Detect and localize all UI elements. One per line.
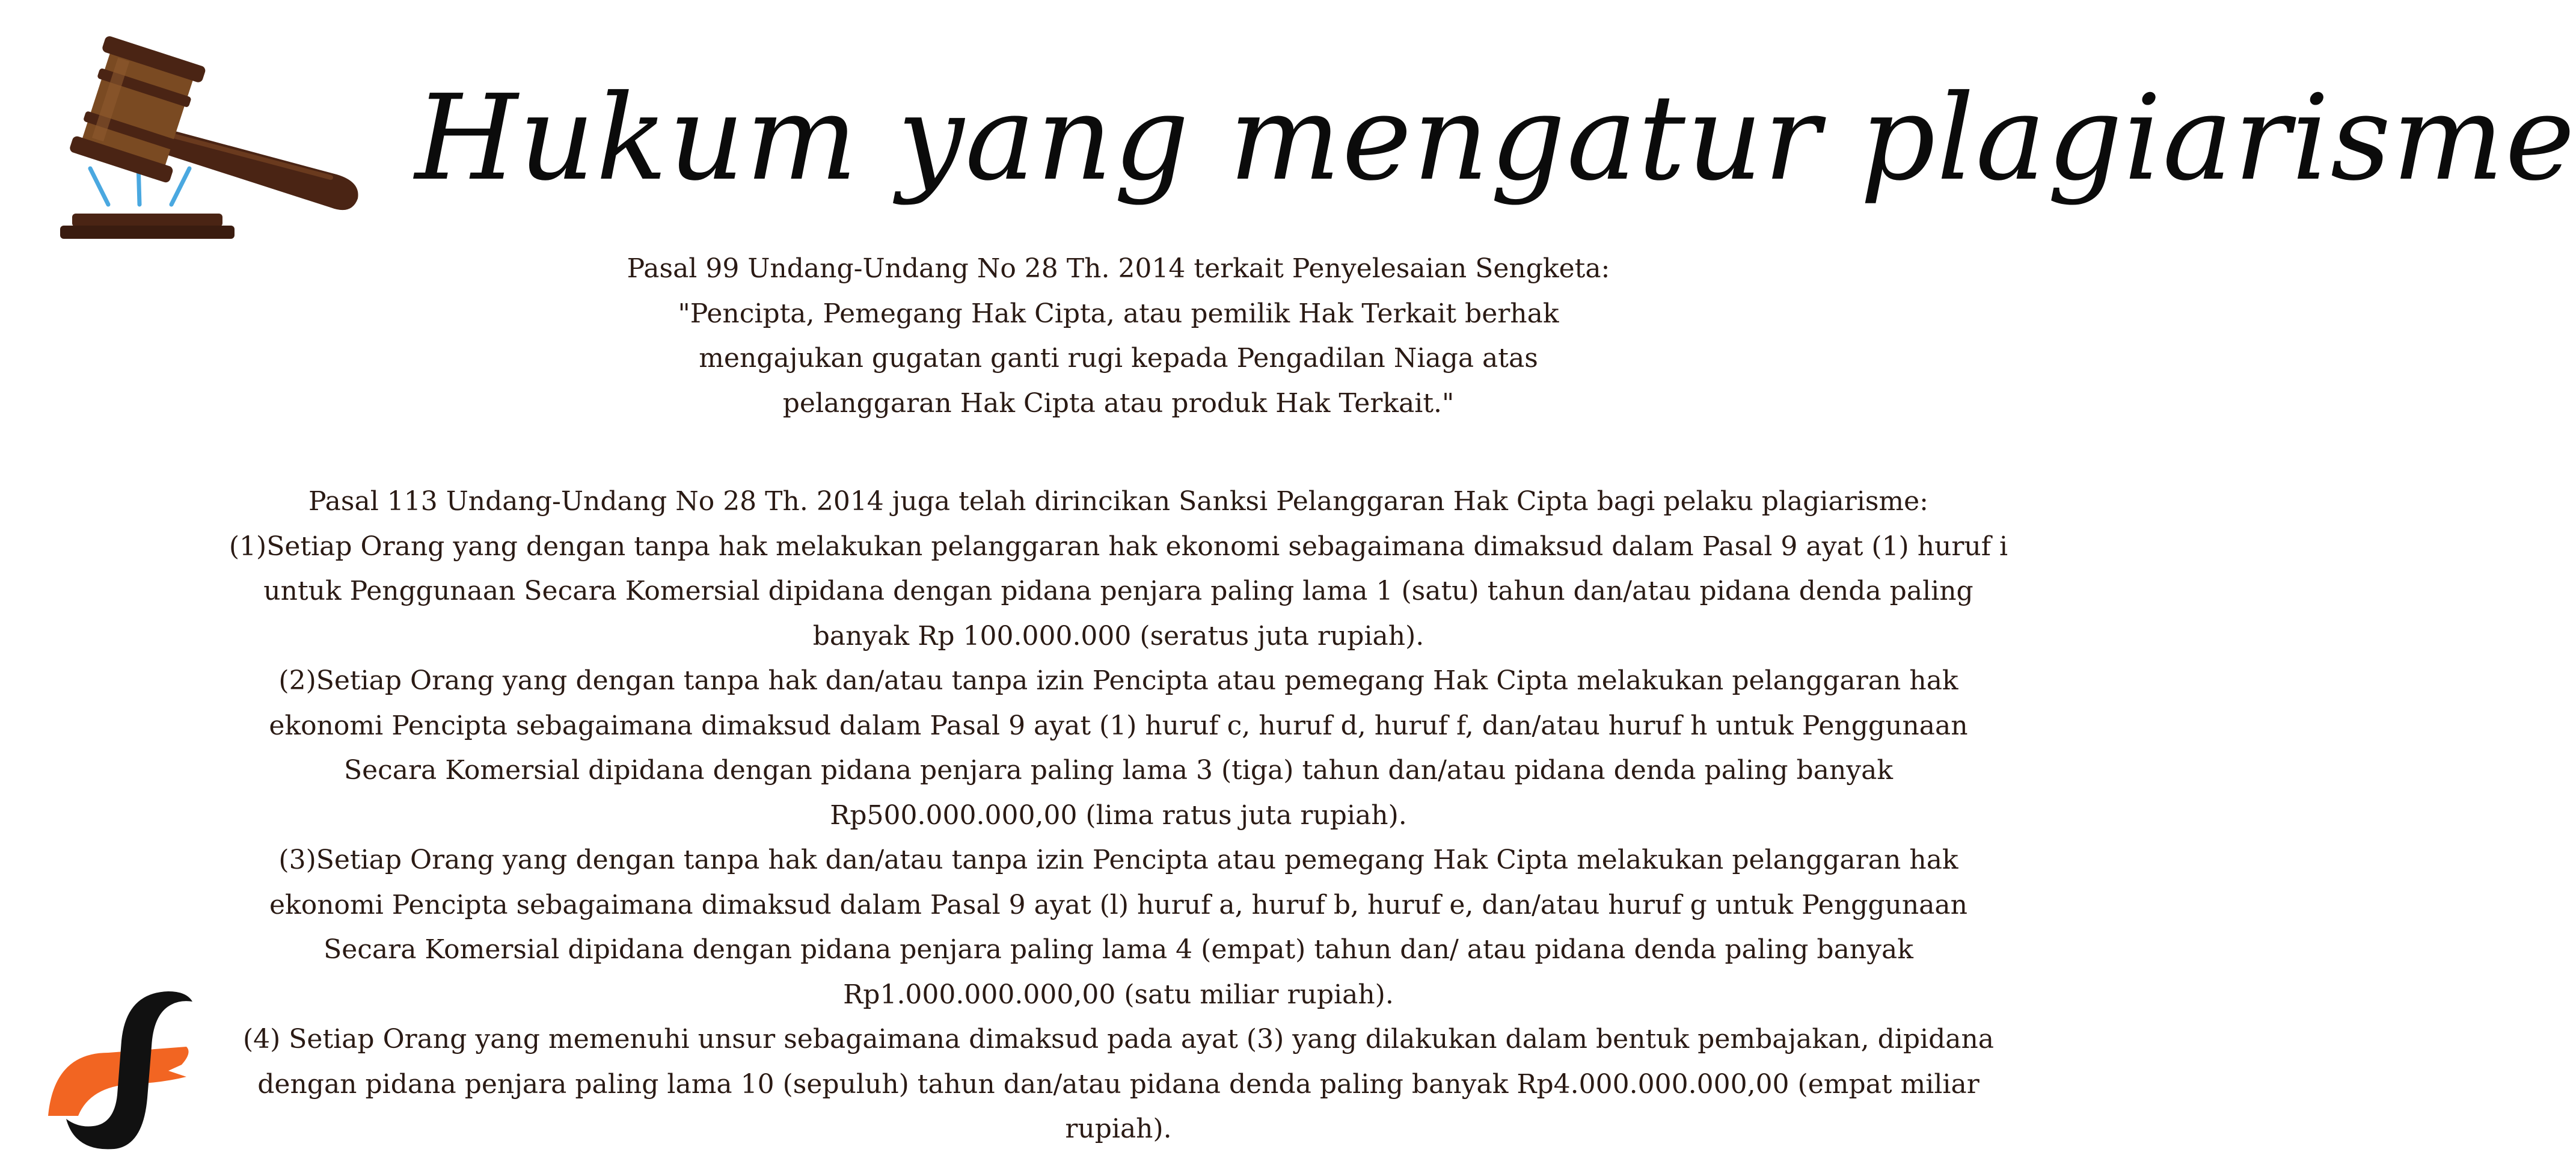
sanction-item: (4) Setiap Orang yang memenuhi unsur sebagaimana dimaksud pada ayat (3) yang dilakukan dalam bentuk pembajakan, dipidana dengan pidana penjara paling lama 10 (sepuluh) tahun dan/atau pidana denda paling banyak Rp4.000.000.000,00 (empat miliar rupiah).	[242, 1024, 1995, 1144]
pasal-99-quote-line: "Pencipta, Pemegang Hak Cipta, atau pemilik Hak Terkait berhak	[678, 298, 1559, 329]
sanction-item: (1)Setiap Orang yang dengan tanpa hak melakukan pelanggaran hak ekonomi sebagaimana dimaksud dalam Pasal 9 ayat (1) huruf i untuk Penggunaan Secara Komersial dipidana dengan pidana penjara paling lama 1 (satu) tahun dan/atau pidana denda paling banyak Rp 100.000.000 (seratus juta rupiah).	[228, 531, 2008, 651]
brand-logo-icon	[42, 987, 198, 1155]
pasal-99-quote-line: mengajukan gugatan ganti rugi kepada Pengadilan Niaga atas	[699, 343, 1538, 374]
sanction-item: (3)Setiap Orang yang dengan tanpa hak dan/atau tanpa izin Pencipta atau pemegang Hak Cipta melakukan pelanggaran hak ekonomi Pencipta sebagaimana dimaksud dalam Pasal 9 ayat (l) huruf a, huruf b, huruf e, dan/atau huruf g untuk Penggunaan Secara Komersial dipidana dengan pidana penjara paling lama 4 (empat) tahun dan/ atau pidana denda paling banyak Rp1.000.000.000,00 (satu miliar rupiah).	[269, 845, 1967, 1010]
pasal-99-heading: Pasal 99 Undang-Undang No 28 Th. 2014 terkait Penyelesaian Sengketa:	[627, 253, 1610, 284]
pasal-99-quote-line: pelanggaran Hak Cipta atau produk Hak Terkait."	[782, 387, 1455, 419]
pasal-113-heading: Pasal 113 Undang-Undang No 28 Th. 2014 juga telah dirincikan Sanksi Pelanggaran Hak Cipta bagi pelaku plagiarisme:	[308, 486, 1928, 517]
pasal-113-section	[228, 479, 2008, 1152]
gavel-icon	[48, 24, 385, 253]
sanction-item: (2)Setiap Orang yang dengan tanpa hak dan/atau tanpa izin Pencipta atau pemegang Hak Cipta melakukan pelanggaran hak ekonomi Pencipta sebagaimana dimaksud dalam Pasal 9 ayat (1) huruf c, huruf d, huruf f, dan/atau huruf h untuk Penggunaan Secara Komersial dipidana dengan pidana penjara paling lama 3 (tiga) tahun dan/atau pidana denda paling banyak Rp500.000.000,00 (lima ratus juta rupiah).	[269, 665, 1968, 831]
page-title: Hukum yang mengatur plagiarisme	[415, 70, 2576, 207]
pasal-99-section	[228, 247, 2008, 426]
